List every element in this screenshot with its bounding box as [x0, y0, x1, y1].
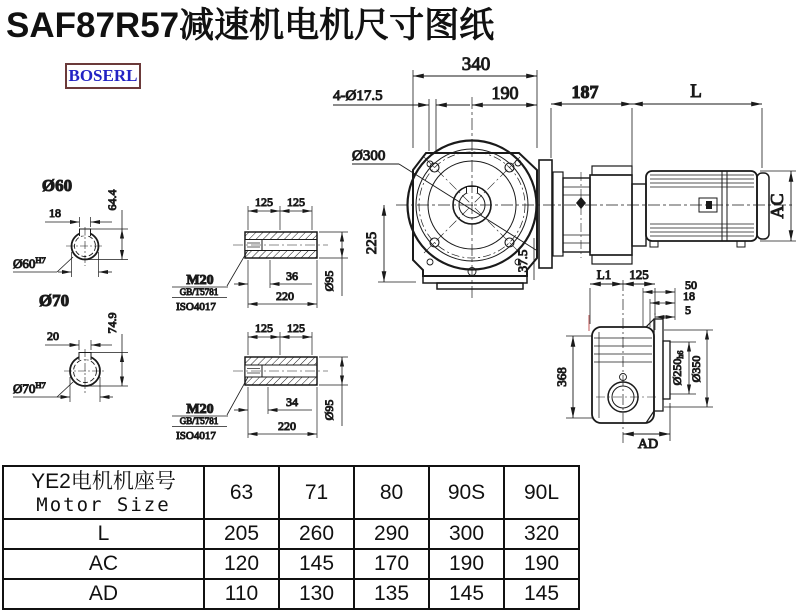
brand-logo: BOSERL — [65, 63, 141, 89]
table-row-AC — [3, 549, 579, 579]
cell: 145 — [429, 579, 504, 609]
dim-key-20: 20 — [47, 329, 59, 343]
dim-AC: AC — [767, 193, 787, 219]
cell: 130 — [279, 579, 354, 609]
dim-220: 220 — [278, 419, 296, 433]
dim-125-left: 125 — [255, 321, 273, 335]
table-row-AD — [3, 579, 579, 609]
cell: 205 — [204, 519, 279, 549]
hollow-shaft-bottom-view — [172, 321, 348, 442]
dim-50: 50 — [685, 278, 697, 292]
col-header: 80 — [354, 466, 429, 519]
dim-5: 5 — [685, 303, 691, 317]
bore-d70h7: $Ø70^{H7}$ — [13, 380, 46, 396]
cell: 320 — [504, 519, 579, 549]
dim-190: 190 — [491, 83, 519, 103]
dim-74-9: 74.9 — [105, 312, 119, 334]
header-en: Motor Size — [36, 493, 171, 516]
dim-125-right: 125 — [287, 195, 305, 209]
dim-368: 368 — [554, 367, 569, 387]
shaft-70-title: Ø70 — [38, 291, 70, 310]
dim-125-left: 125 — [255, 195, 273, 209]
dim-18: 18 — [683, 289, 695, 303]
motor-view — [539, 81, 796, 268]
page-title: SAF87R57减速机电机尺寸图纸 — [6, 6, 495, 45]
cell: 110 — [204, 579, 279, 609]
dim-L1: L1 — [596, 267, 612, 282]
cell: 190 — [504, 549, 579, 579]
cell: 170 — [354, 549, 429, 579]
dim-64-4: 64.4 — [105, 189, 119, 211]
thread-m20: M20 — [186, 402, 214, 417]
cell: 135 — [354, 579, 429, 609]
cell: 260 — [279, 519, 354, 549]
cell: 145 — [504, 579, 579, 609]
dim-187: 187 — [571, 82, 599, 102]
cell: 290 — [354, 519, 429, 549]
shaft-60-view — [13, 176, 128, 277]
header-cn: YE2电机机座号 — [31, 469, 176, 493]
hollow-shaft-top-view — [172, 195, 348, 313]
table-row-L — [3, 519, 579, 549]
cell: 300 — [429, 519, 504, 549]
std-iso: ISO4017 — [176, 430, 216, 442]
dim-bolt-holes: 4-Ø17.5 — [333, 88, 383, 104]
std-iso: ISO4017 — [176, 301, 216, 313]
cell: 190 — [429, 549, 504, 579]
thread-m20: M20 — [186, 273, 214, 288]
motor-size-table — [2, 465, 580, 610]
dim-36: 36 — [286, 269, 298, 283]
bore-d60h7: $Ø60^{H7}$ — [13, 255, 46, 271]
dim-d95: Ø95 — [322, 399, 336, 421]
dim-d250h6: Ø250h6 — [670, 350, 685, 386]
dim-d95: Ø95 — [322, 270, 336, 292]
dim-AD: AD — [637, 437, 659, 452]
row-label: AD — [3, 579, 204, 609]
col-header: 71 — [279, 466, 354, 519]
col-header: 90L — [504, 466, 579, 519]
std-gb: GB/T5781 — [179, 416, 219, 426]
col-header: 90S — [429, 466, 504, 519]
cell: 120 — [204, 549, 279, 579]
std-gb: GB/T5781 — [179, 287, 219, 297]
cell: 145 — [279, 549, 354, 579]
dim-125: 125 — [629, 267, 649, 282]
dim-34: 34 — [286, 395, 298, 409]
dim-125-right: 125 — [287, 321, 305, 335]
dim-key-18: 18 — [49, 206, 61, 220]
dim-flange-d300: Ø300 — [352, 148, 386, 164]
dim-220: 220 — [276, 289, 294, 303]
shaft-60-title: Ø60 — [41, 176, 73, 195]
dim-225: 225 — [364, 231, 380, 255]
dim-L: L — [690, 81, 702, 102]
col-header: 63 — [204, 466, 279, 519]
row-label: AC — [3, 549, 204, 579]
dim-340: 340 — [461, 54, 491, 75]
shaft-70-view — [13, 291, 128, 402]
dim-d350: Ø350 — [689, 355, 703, 383]
table-header-motor-size — [3, 466, 204, 519]
output-view — [554, 267, 713, 452]
row-label: L — [3, 519, 204, 549]
dim-37-5: 37.5 — [515, 249, 530, 273]
